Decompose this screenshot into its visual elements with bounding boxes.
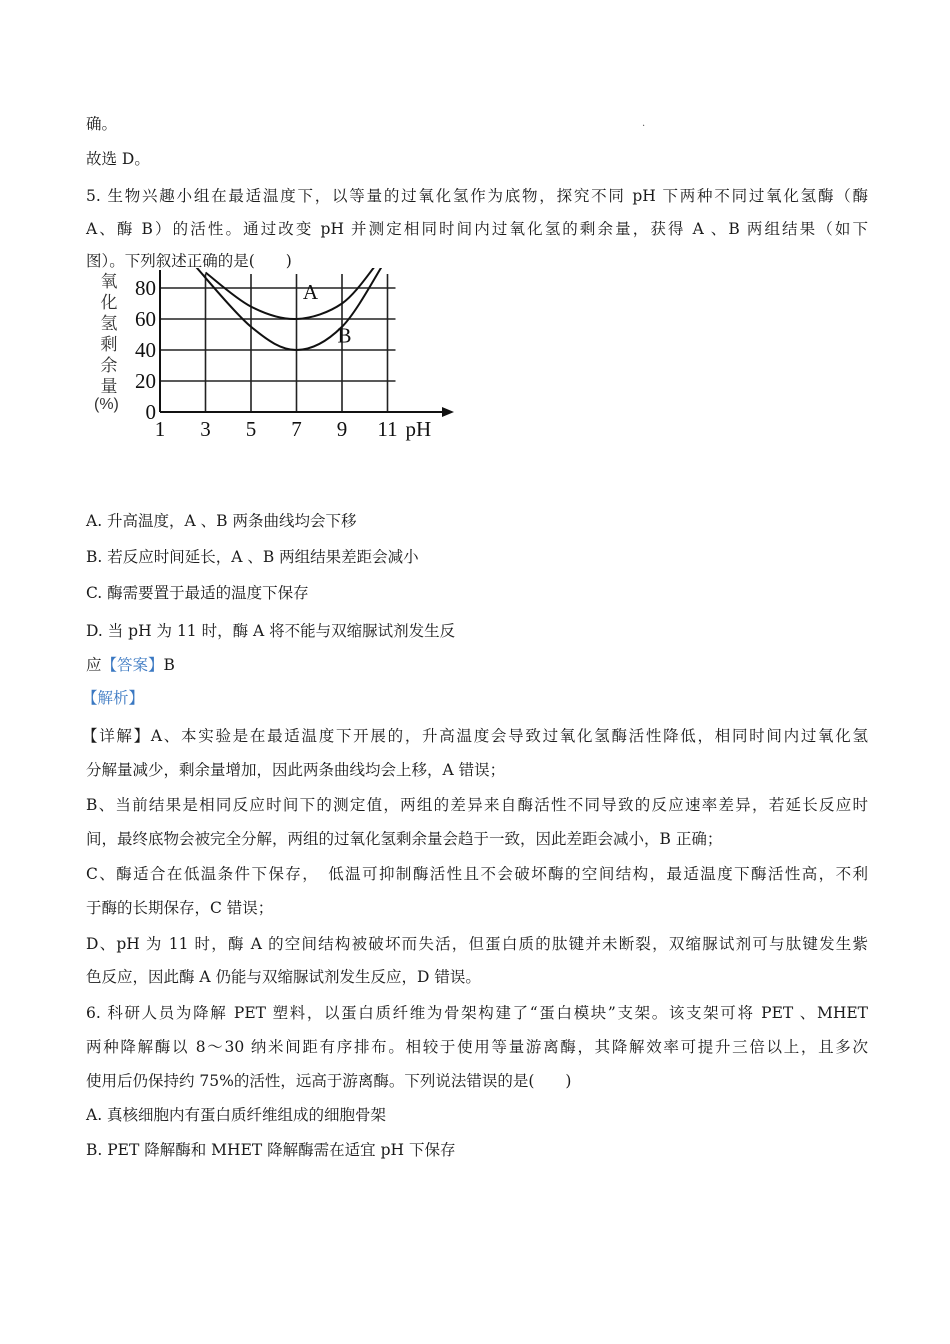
option-c: C. 酶需要置于最适的温度下保存 xyxy=(86,584,309,602)
detail-line-3: B、当前结果是相同反应时间下的测定值，两组的差异来自酶活性不同导致的反应速率差异，若延长反应时 xyxy=(86,796,868,814)
detail-line-5: C、酶适合在低温条件下保存， 低温可抑制酶活性且不会破坏酶的空间结构，最适温度下酶活性高，不利 xyxy=(86,865,868,883)
option-a: A. 升高温度，A 、B 两条曲线均会下移 xyxy=(86,512,357,530)
chart-ylabel-unit: (%) xyxy=(94,396,119,413)
analysis-tag: 【解析】 xyxy=(82,689,145,707)
series-line-A xyxy=(206,266,377,319)
ylabel-char-5: 余 xyxy=(100,356,118,376)
detail-tag: 【详解】 xyxy=(82,727,151,745)
option-b: B. 若反应时间延长，A 、B 两组结果差距会减小 xyxy=(86,548,419,566)
y-tick-label: 0 xyxy=(145,400,156,424)
ylabel-char-4: 剩 xyxy=(100,335,118,355)
x-tick-label: 5 xyxy=(245,417,257,441)
ylabel-char-3: 氢 xyxy=(100,314,118,334)
detail-line-2: 分解量减少，剩余量增加，因此两条曲线均会上移，A 错误； xyxy=(86,761,506,779)
ylabel-char-6: 量 xyxy=(100,377,118,397)
series-label-B: B xyxy=(337,323,352,348)
x-tick-label: 9 xyxy=(336,417,348,441)
option-d: D. 当 pH 为 11 时，酶 A 将不能与双缩脲试剂发生反 xyxy=(86,622,456,640)
enzyme-ph-chart xyxy=(86,266,466,446)
answer-line xyxy=(86,654,175,676)
series-label-A: A xyxy=(302,280,319,305)
answer-prefix: 应 xyxy=(86,656,102,674)
x-tick-label: 3 xyxy=(200,417,211,441)
x-tick-label: 7 xyxy=(291,417,302,441)
ylabel-char-2: 化 xyxy=(100,293,118,313)
detail-line-1 xyxy=(82,725,868,747)
x-tick-label: 11 xyxy=(377,417,398,441)
detail-line-7: D、pH 为 11 时，酶 A 的空间结构被破坏而失活，但蛋白质的肽键并未断裂，双缩脲试剂可与肽键发生紫 xyxy=(86,935,868,953)
y-tick-label: 40 xyxy=(135,338,156,362)
question-5-line-2: A、酶 B）的活性。通过改变 pH 并测定相同时间内过氧化氢的剩余量，获得 A 、B 两组结果（如下 xyxy=(86,220,868,238)
ylabel-char-1: 氧 xyxy=(100,272,118,292)
question-6-option-a: A. 真核细胞内有蛋白质纤维组成的细胞骨架 xyxy=(86,1106,387,1124)
y-tick-label: 80 xyxy=(135,276,156,300)
detail-line-6: 于酶的长期保存，C 错误； xyxy=(86,899,274,917)
y-tick-label: 60 xyxy=(135,307,156,331)
answer-tag: 【答案】 xyxy=(101,656,164,674)
question-5-line-3: 图）。下列叙述正确的是( ) xyxy=(86,252,292,270)
question-6-line-1: 6. 科研人员为降解 PET 塑料，以蛋白质纤维为骨架构建了“蛋白模块”支架。该支架可将 PET 、MHET xyxy=(86,1004,868,1022)
detail-line-4: 间，最终底物会被完全分解，两组的过氧化氢剩余量会趋于一致，因此差距会减小，B 正确； xyxy=(86,830,723,848)
answer-value: B xyxy=(163,656,175,674)
x-tick-label: 1 xyxy=(154,417,166,441)
detail-line-8: 色反应，因此酶 A 仍能与双缩脲试剂发生反应，D 错误。 xyxy=(86,968,481,986)
x-axis-label: pH xyxy=(405,417,432,441)
question-6-line-3: 使用后仍保持约 75%的活性，远高于游离酶。下列说法错误的是( ) xyxy=(86,1072,572,1090)
stray-dot: . xyxy=(642,118,646,129)
text-line-1: 确。 xyxy=(86,115,118,133)
detail-text-1: A、本实验是在最适温度下开展的，升高温度会导致过氧化氢酶活性降低，相同时间内过氧化氢 xyxy=(150,727,868,745)
question-5-line-1: 5. 生物兴趣小组在最适温度下，以等量的过氧化氢作为底物，探究不同 pH 下两种不同过氧化氢酶（酶 xyxy=(86,187,868,205)
question-6-line-2: 两种降解酶以 8～30 纳米间距有序排布。相较于使用等量游离酶，其降解效率可提升三倍以上，且多次 xyxy=(86,1038,868,1056)
x-axis-arrow xyxy=(442,407,454,417)
series-line-B xyxy=(194,266,383,350)
y-tick-label: 20 xyxy=(135,369,156,393)
question-6-option-b: B. PET 降解酶和 MHET 降解酶需在适宜 pH 下保存 xyxy=(86,1141,456,1159)
text-line-2: 故选 D。 xyxy=(86,150,150,168)
